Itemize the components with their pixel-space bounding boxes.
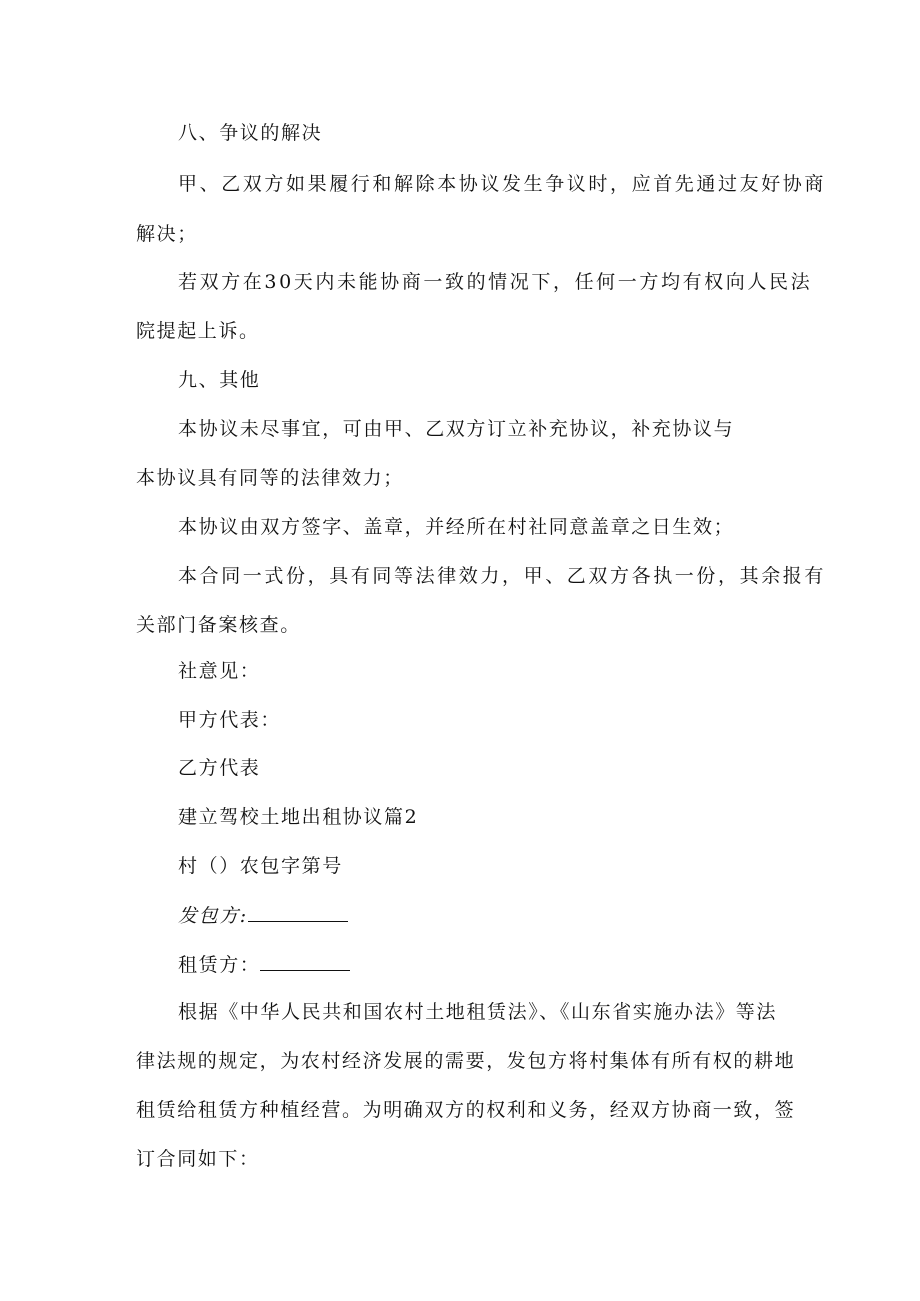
paragraph-line: 关部门备案核查。 — [136, 614, 301, 636]
issuer-blank — [248, 903, 348, 922]
issuer-label: 发包方: — [178, 905, 248, 927]
paragraph-line: 院提起上诉。 — [136, 320, 260, 342]
paragraph-line: 甲、乙双方如果履行和解除本协议发生争议时，应首先通过友好协商 — [178, 173, 827, 195]
section-heading-dispute: 八、争议的解决 — [178, 122, 323, 144]
issuer-field — [178, 903, 348, 928]
paragraph-line: 本合同一式份，具有同等法律效力，甲、乙双方各执一份，其余报有 — [178, 565, 827, 587]
paragraph-line: 若双方在30天内未能协商一致的情况下，任何一方均有权向人民法 — [178, 271, 813, 293]
section-heading-other: 九、其他 — [178, 369, 261, 391]
paragraph-line: 本协议未尽事宜，可由甲、乙双方订立补充协议，补充协议与 — [178, 418, 735, 440]
paragraph-line: 本协议由双方签字、盖章，并经所在村社同意盖章之日生效； — [178, 516, 735, 538]
paragraph-line: 租赁给租赁方种植经营。为明确双方的权利和义务，经双方协商一致，签 — [136, 1099, 796, 1121]
signature-label-society: 社意见： — [178, 660, 261, 682]
paragraph-line: 律法规的规定，为农村经济发展的需要，发包方将村集体有所有权的耕地 — [136, 1050, 796, 1072]
signature-label-party-b: 乙方代表 — [178, 757, 261, 779]
signature-label-party-a: 甲方代表： — [178, 709, 282, 731]
paragraph-line: 订合同如下： — [136, 1148, 260, 1170]
paragraph-line: 本协议具有同等的法律效力； — [136, 467, 404, 489]
article-title: 建立驾校土地出租协议篇2 — [178, 806, 419, 828]
lessee-label: 租赁方： — [178, 954, 261, 976]
lessee-blank — [260, 952, 350, 971]
lessee-field — [178, 952, 350, 977]
paragraph-line: 解决； — [136, 223, 198, 245]
contract-number-line: 村（）农包字第号 — [178, 855, 343, 877]
paragraph-line: 根据《中华人民共和国农村土地租赁法》、《山东省实施办法》等法 — [178, 1001, 778, 1023]
